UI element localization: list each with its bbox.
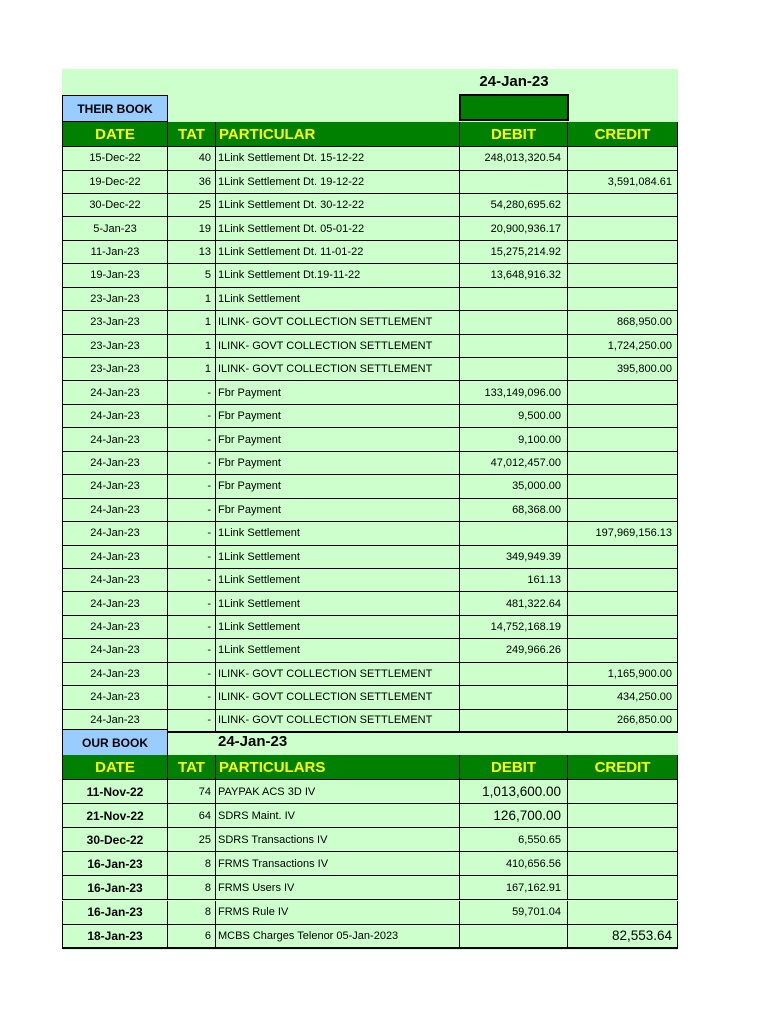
header-debit: DEBIT [460, 755, 568, 780]
cell-tat: 40 [168, 147, 216, 171]
cell-particular: FRMS Users IV [216, 876, 460, 900]
table-row [62, 147, 678, 171]
cell-date: 24-Jan-23 [62, 405, 168, 429]
cell-debit: 14,752,168.19 [460, 616, 568, 640]
cell-debit [460, 522, 568, 546]
cell-debit [460, 663, 568, 687]
table-row [62, 311, 678, 335]
table-row [62, 499, 678, 523]
cell-debit: 249,966.26 [460, 639, 568, 663]
cell-tat: 74 [168, 780, 216, 804]
cell-credit [568, 901, 678, 925]
cell-date: 16-Jan-23 [62, 901, 168, 925]
cell-debit: 1,013,600.00 [460, 780, 568, 804]
cell-date: 19-Jan-23 [62, 264, 168, 288]
table-row [62, 522, 678, 546]
cell-credit: 197,969,156.13 [568, 522, 678, 546]
cell-tat: - [168, 475, 216, 499]
table-row [62, 592, 678, 616]
cell-credit [568, 288, 678, 312]
cell-credit [568, 828, 678, 852]
cell-debit: 167,162.91 [460, 876, 568, 900]
cell-particular: 1Link Settlement [216, 569, 460, 593]
cell-debit: 481,322.64 [460, 592, 568, 616]
cell-debit: 9,500.00 [460, 405, 568, 429]
cell-debit: 161.13 [460, 569, 568, 593]
cell-tat: - [168, 428, 216, 452]
cell-particular: 1Link Settlement Dt. 15-12-22 [216, 147, 460, 171]
header-tat: TAT [168, 755, 216, 780]
table-row [62, 288, 678, 312]
cell-tat: - [168, 381, 216, 405]
cell-credit [568, 780, 678, 804]
cell-particular: ILINK- GOVT COLLECTION SETTLEMENT [216, 335, 460, 359]
cell-particular: 1Link Settlement Dt. 11-01-22 [216, 241, 460, 265]
table-row [62, 217, 678, 241]
cell-tat: 25 [168, 828, 216, 852]
table-row [62, 545, 678, 569]
their-book-label: THEIR BOOK [62, 95, 168, 122]
cell-credit: 82,553.64 [568, 925, 678, 949]
cell-particular: SDRS Maint. IV [216, 804, 460, 828]
cell-debit: 54,280,695.62 [460, 194, 568, 218]
cell-credit [568, 241, 678, 265]
cell-credit: 3,591,084.61 [568, 170, 678, 194]
cell-tat: 1 [168, 288, 216, 312]
cell-tat: 8 [168, 852, 216, 876]
table-row [62, 264, 678, 288]
cell-particular: Fbr Payment [216, 428, 460, 452]
cell-particular: Fbr Payment [216, 452, 460, 476]
cell-particular: PAYPAK ACS 3D IV [216, 780, 460, 804]
cell-credit [568, 876, 678, 900]
our-book-header-row [62, 755, 678, 780]
cell-date: 24-Jan-23 [62, 545, 168, 569]
cell-tat: 8 [168, 901, 216, 925]
table-row [62, 241, 678, 265]
cell-debit: 35,000.00 [460, 475, 568, 499]
header-debit: DEBIT [460, 122, 568, 147]
cell-date: 5-Jan-23 [62, 217, 168, 241]
cell-tat: 19 [168, 217, 216, 241]
header-date: DATE [62, 122, 168, 147]
cell-date: 16-Jan-23 [62, 876, 168, 900]
cell-tat: - [168, 663, 216, 687]
cell-date: 11-Jan-23 [62, 241, 168, 265]
cell-credit: 395,800.00 [568, 358, 678, 382]
cell-date: 18-Jan-23 [62, 925, 168, 949]
cell-particular: ILINK- GOVT COLLECTION SETTLEMENT [216, 663, 460, 687]
cell-credit: 434,250.00 [568, 686, 678, 710]
cell-date: 24-Jan-23 [62, 616, 168, 640]
cell-particular: Fbr Payment [216, 475, 460, 499]
table-row [62, 170, 678, 194]
cell-debit [460, 710, 568, 734]
cell-particular: 1Link Settlement Dt.19-11-22 [216, 264, 460, 288]
cell-particular: Fbr Payment [216, 381, 460, 405]
cell-debit: 68,368.00 [460, 499, 568, 523]
cell-date: 24-Jan-23 [62, 475, 168, 499]
cell-tat: 36 [168, 170, 216, 194]
table-row [62, 852, 678, 876]
cell-tat: 64 [168, 804, 216, 828]
cell-particular: MCBS Charges Telenor 05-Jan-2023 [216, 925, 460, 949]
cell-debit: 59,701.04 [460, 901, 568, 925]
cell-date: 21-Nov-22 [62, 804, 168, 828]
cell-tat: - [168, 452, 216, 476]
header-date: DATE [62, 755, 168, 780]
cell-credit [568, 852, 678, 876]
cell-particular: 1Link Settlement [216, 288, 460, 312]
header-credit: CREDIT [568, 122, 678, 147]
cell-debit: 47,012,457.00 [460, 452, 568, 476]
table-row [62, 901, 678, 925]
cell-debit: 126,700.00 [460, 804, 568, 828]
table-row [62, 405, 678, 429]
cell-tat: 8 [168, 876, 216, 900]
table-row [62, 358, 678, 382]
cell-particular: ILINK- GOVT COLLECTION SETTLEMENT [216, 710, 460, 734]
header-particulars: PARTICULARS [216, 755, 460, 780]
header-particular: PARTICULAR [216, 122, 460, 147]
table-row [62, 616, 678, 640]
cell-debit: 9,100.00 [460, 428, 568, 452]
cell-date: 24-Jan-23 [62, 686, 168, 710]
cell-tat: - [168, 639, 216, 663]
cell-debit [460, 358, 568, 382]
cell-credit [568, 147, 678, 171]
cell-debit [460, 925, 568, 949]
cell-date: 24-Jan-23 [62, 663, 168, 687]
table-row [62, 569, 678, 593]
cell-date: 24-Jan-23 [62, 381, 168, 405]
cell-date: 24-Jan-23 [62, 452, 168, 476]
cell-debit: 6,550.65 [460, 828, 568, 852]
cell-particular: Fbr Payment [216, 499, 460, 523]
table-row [62, 686, 678, 710]
cell-date: 30-Dec-22 [62, 828, 168, 852]
cell-date: 24-Jan-23 [62, 639, 168, 663]
cell-tat: - [168, 686, 216, 710]
cell-particular: 1Link Settlement [216, 592, 460, 616]
cell-particular: ILINK- GOVT COLLECTION SETTLEMENT [216, 358, 460, 382]
cell-date: 24-Jan-23 [62, 592, 168, 616]
table-row [62, 780, 678, 804]
cell-debit: 13,648,916.32 [460, 264, 568, 288]
cell-particular: 1Link Settlement [216, 522, 460, 546]
cell-debit [460, 686, 568, 710]
cell-debit: 15,275,214.92 [460, 241, 568, 265]
cell-particular: FRMS Rule IV [216, 901, 460, 925]
table-row [62, 828, 678, 852]
cell-debit: 248,013,320.54 [460, 147, 568, 171]
our-book-label: OUR BOOK [62, 729, 168, 756]
cell-tat: 25 [168, 194, 216, 218]
cell-credit [568, 428, 678, 452]
cell-debit [460, 335, 568, 359]
cell-tat: 1 [168, 311, 216, 335]
header-tat: TAT [168, 122, 216, 147]
table-row [62, 428, 678, 452]
cell-debit: 20,900,936.17 [460, 217, 568, 241]
cell-tat: 1 [168, 335, 216, 359]
table-row [62, 194, 678, 218]
cell-credit [568, 499, 678, 523]
cell-particular: Fbr Payment [216, 405, 460, 429]
table-row [62, 639, 678, 663]
cell-credit: 266,850.00 [568, 710, 678, 734]
cell-tat: - [168, 522, 216, 546]
cell-particular: ILINK- GOVT COLLECTION SETTLEMENT [216, 686, 460, 710]
cell-credit [568, 592, 678, 616]
cell-tat: - [168, 499, 216, 523]
report-date: 24-Jan-23 [479, 73, 549, 90]
cell-tat: - [168, 592, 216, 616]
cell-debit [460, 170, 568, 194]
cell-credit: 868,950.00 [568, 311, 678, 335]
cell-particular: SDRS Transactions IV [216, 828, 460, 852]
cell-credit [568, 217, 678, 241]
cell-credit [568, 569, 678, 593]
cell-credit [568, 194, 678, 218]
table-row [62, 876, 678, 900]
cell-tat: - [168, 569, 216, 593]
their-book-header-row [62, 122, 678, 147]
table-row [62, 804, 678, 828]
cell-credit [568, 475, 678, 499]
cell-date: 23-Jan-23 [62, 311, 168, 335]
table-row [62, 663, 678, 687]
header-credit: CREDIT [568, 755, 678, 780]
cell-date: 15-Dec-22 [62, 147, 168, 171]
cell-particular: 1Link Settlement Dt. 19-12-22 [216, 170, 460, 194]
cell-date: 23-Jan-23 [62, 358, 168, 382]
cell-tat: 1 [168, 358, 216, 382]
cell-date: 24-Jan-23 [62, 569, 168, 593]
cell-date: 24-Jan-23 [62, 499, 168, 523]
cell-debit: 349,949.39 [460, 545, 568, 569]
our-book-date: 24-Jan-23 [218, 733, 288, 750]
cell-credit [568, 264, 678, 288]
cell-debit [460, 288, 568, 312]
cell-credit [568, 804, 678, 828]
cell-tat: - [168, 405, 216, 429]
cell-credit [568, 545, 678, 569]
cell-particular: 1Link Settlement [216, 639, 460, 663]
cell-particular: FRMS Transactions IV [216, 852, 460, 876]
cell-tat: 13 [168, 241, 216, 265]
cell-credit [568, 616, 678, 640]
cell-tat: - [168, 545, 216, 569]
cell-tat: 6 [168, 925, 216, 949]
cell-date: 19-Dec-22 [62, 170, 168, 194]
cell-particular: 1Link Settlement Dt. 05-01-22 [216, 217, 460, 241]
debit-header-box [459, 94, 569, 121]
cell-credit [568, 381, 678, 405]
cell-particular: 1Link Settlement Dt. 30-12-22 [216, 194, 460, 218]
cell-tat: 5 [168, 264, 216, 288]
cell-credit [568, 452, 678, 476]
cell-tat: - [168, 710, 216, 734]
table-row [62, 925, 678, 949]
cell-credit [568, 405, 678, 429]
table-row [62, 475, 678, 499]
cell-credit: 1,724,250.00 [568, 335, 678, 359]
table-row [62, 452, 678, 476]
table-row [62, 381, 678, 405]
cell-date: 24-Jan-23 [62, 710, 168, 734]
table-row [62, 335, 678, 359]
cell-date: 16-Jan-23 [62, 852, 168, 876]
cell-particular: 1Link Settlement [216, 616, 460, 640]
reconciliation-sheet [62, 69, 678, 950]
cell-debit: 410,656.56 [460, 852, 568, 876]
cell-date: 23-Jan-23 [62, 335, 168, 359]
cell-credit: 1,165,900.00 [568, 663, 678, 687]
cell-date: 30-Dec-22 [62, 194, 168, 218]
cell-date: 24-Jan-23 [62, 428, 168, 452]
cell-tat: - [168, 616, 216, 640]
cell-date: 23-Jan-23 [62, 288, 168, 312]
cell-credit [568, 639, 678, 663]
cell-debit [460, 311, 568, 335]
cell-date: 11-Nov-22 [62, 780, 168, 804]
cell-particular: 1Link Settlement [216, 545, 460, 569]
cell-date: 24-Jan-23 [62, 522, 168, 546]
cell-debit: 133,149,096.00 [460, 381, 568, 405]
cell-particular: ILINK- GOVT COLLECTION SETTLEMENT [216, 311, 460, 335]
